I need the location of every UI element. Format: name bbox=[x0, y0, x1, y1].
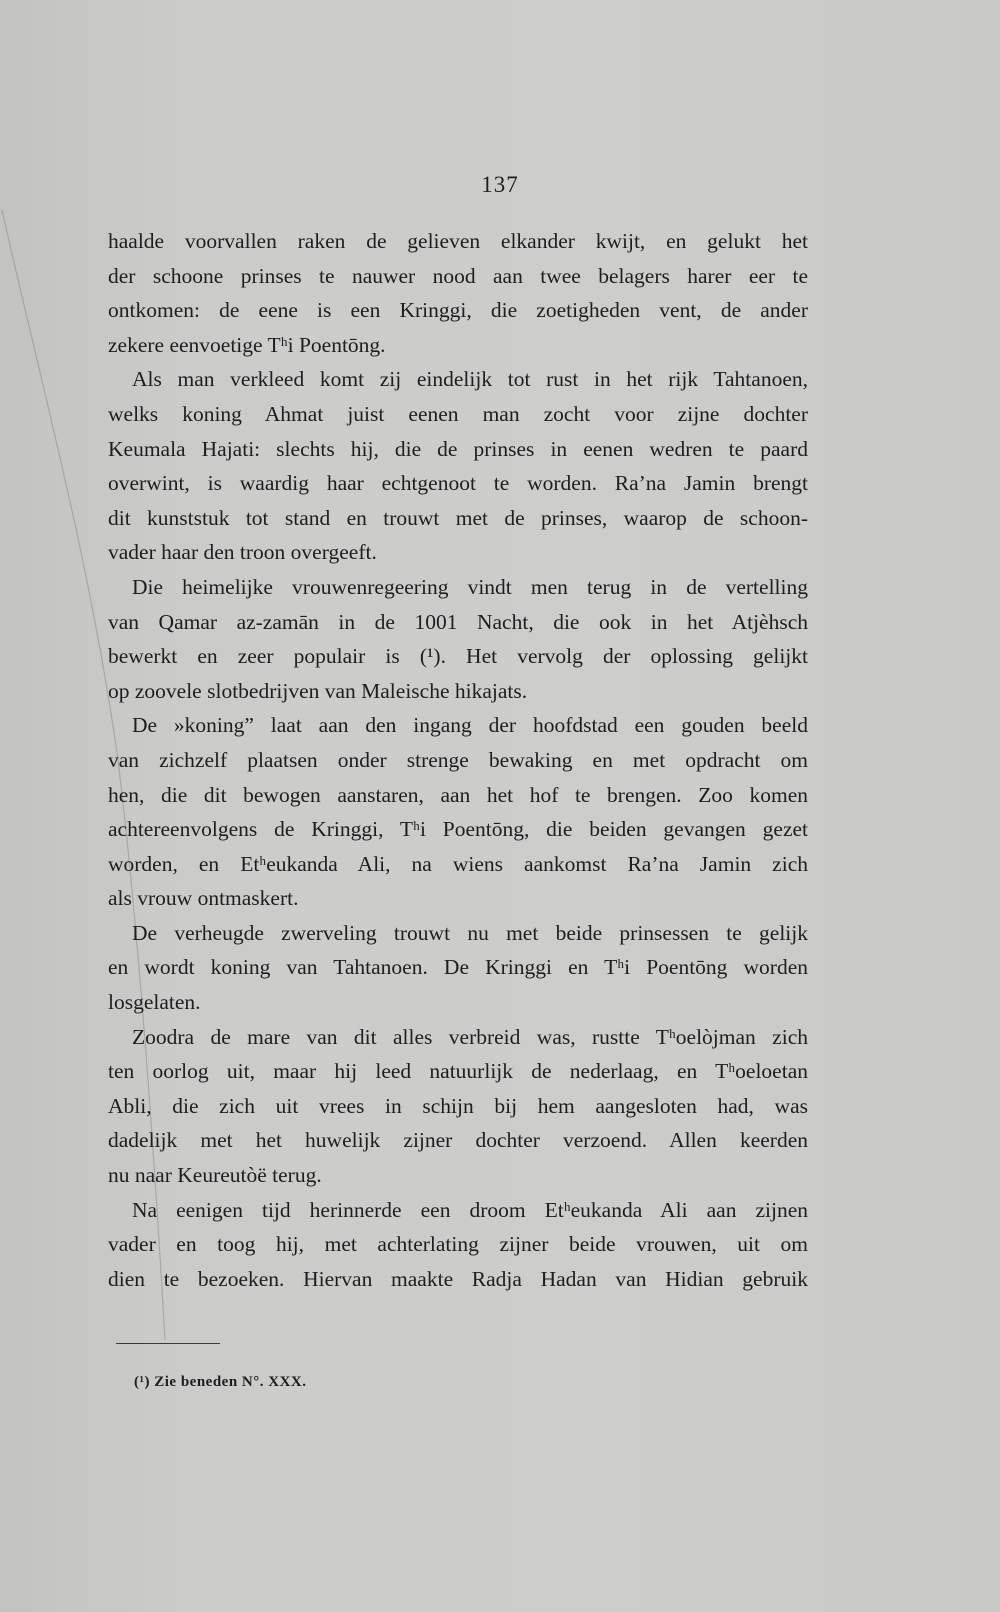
text-line: worden, en Etʰeukanda Ali, na wiens aankomst Raʼna Jamin zich bbox=[108, 851, 808, 876]
text-line: en wordt koning van Tahtanoen. De Kringgi en Tʰi Poentōng worden bbox=[108, 955, 808, 980]
text-line: bewerkt en zeer populair is (¹). Het vervolg der oplossing gelijkt bbox=[108, 644, 808, 669]
text-line: De »koning” laat aan den ingang der hoofdstad een gouden beeld bbox=[132, 713, 808, 738]
text-line: vader en toog hij, met achterlating zijner beide vrouwen, uit om bbox=[108, 1232, 808, 1257]
text-line: De verheugde zwerveling trouwt nu met beide prinsessen te gelijk bbox=[132, 920, 808, 945]
page-number: 137 bbox=[481, 172, 519, 197]
text-line: Keumala Hajati: slechts hij, die de prinses in eenen wedren te paard bbox=[108, 436, 808, 461]
text-line: achtereenvolgens de Kringgi, Tʰi Poentōng, die beiden gevangen gezet bbox=[108, 817, 808, 842]
text-line: Als man verkleed komt zij eindelijk tot rust in het rijk Tahtanoen, bbox=[132, 367, 808, 392]
footnote-divider bbox=[116, 1343, 220, 1344]
text-line: Zoodra de mare van dit alles verbreid was, rustte Tʰoelòjman zich bbox=[132, 1024, 808, 1049]
text-line: haalde voorvallen raken de gelieven elkander kwijt, en gelukt het bbox=[108, 229, 808, 253]
text-line: nu naar Keureutòë terug. bbox=[108, 1163, 322, 1188]
body-text bbox=[108, 224, 808, 1296]
text-line: zekere eenvoetige Tʰi Poentōng. bbox=[108, 332, 386, 357]
text-line: ontkomen: de eene is een Kringgi, die zoetigheden vent, de ander bbox=[108, 298, 808, 323]
text-line: hen, die dit bewogen aanstaren, aan het hof te brengen. Zoo komen bbox=[108, 782, 808, 807]
text-line: overwint, is waardig haar echtgenoot te worden. Raʼna Jamin brengt bbox=[108, 471, 808, 496]
text-line: dien te bezoeken. Hiervan maakte Radja Hadan van Hidian gebruik bbox=[108, 1266, 808, 1291]
text-line: welks koning Ahmat juist eenen man zocht voor zijne dochter bbox=[108, 401, 808, 426]
text-line: Die heimelijke vrouwenregeering vindt men terug in de vertelling bbox=[132, 574, 808, 599]
footnote: (¹) Zie beneden N°. XXX. bbox=[134, 1374, 307, 1390]
text-line: ten oorlog uit, maar hij leed natuurlijk de nederlaag, en Tʰoeloetan bbox=[108, 1059, 808, 1084]
text-line: op zoovele slotbedrijven van Maleische hikajats. bbox=[108, 678, 528, 703]
text-line: als vrouw ontmaskert. bbox=[108, 886, 299, 911]
text-line: der schoone prinses te nauwer nood aan twee belagers harer eer te bbox=[108, 263, 808, 288]
text-line: dadelijk met het huwelijk zijner dochter verzoend. Allen keerden bbox=[108, 1128, 808, 1153]
text-line: dit kunststuk tot stand en trouwt met de prinses, waarop de schoon- bbox=[108, 505, 808, 530]
text-line: Na eenigen tijd herinnerde een droom Etʰeukanda Ali aan zijnen bbox=[132, 1197, 808, 1222]
text-line: van Qamar az-zamān in de 1001 Nacht, die ook in het Atjèhsch bbox=[108, 609, 808, 634]
text-line: losgelaten. bbox=[108, 990, 201, 1015]
text-line: Abli, die zich uit vrees in schijn bij hem aangesloten had, was bbox=[108, 1093, 808, 1118]
text-line: van zichzelf plaatsen onder strenge bewaking en met opdracht om bbox=[108, 747, 808, 772]
text-line: vader haar den troon overgeeft. bbox=[108, 540, 377, 565]
